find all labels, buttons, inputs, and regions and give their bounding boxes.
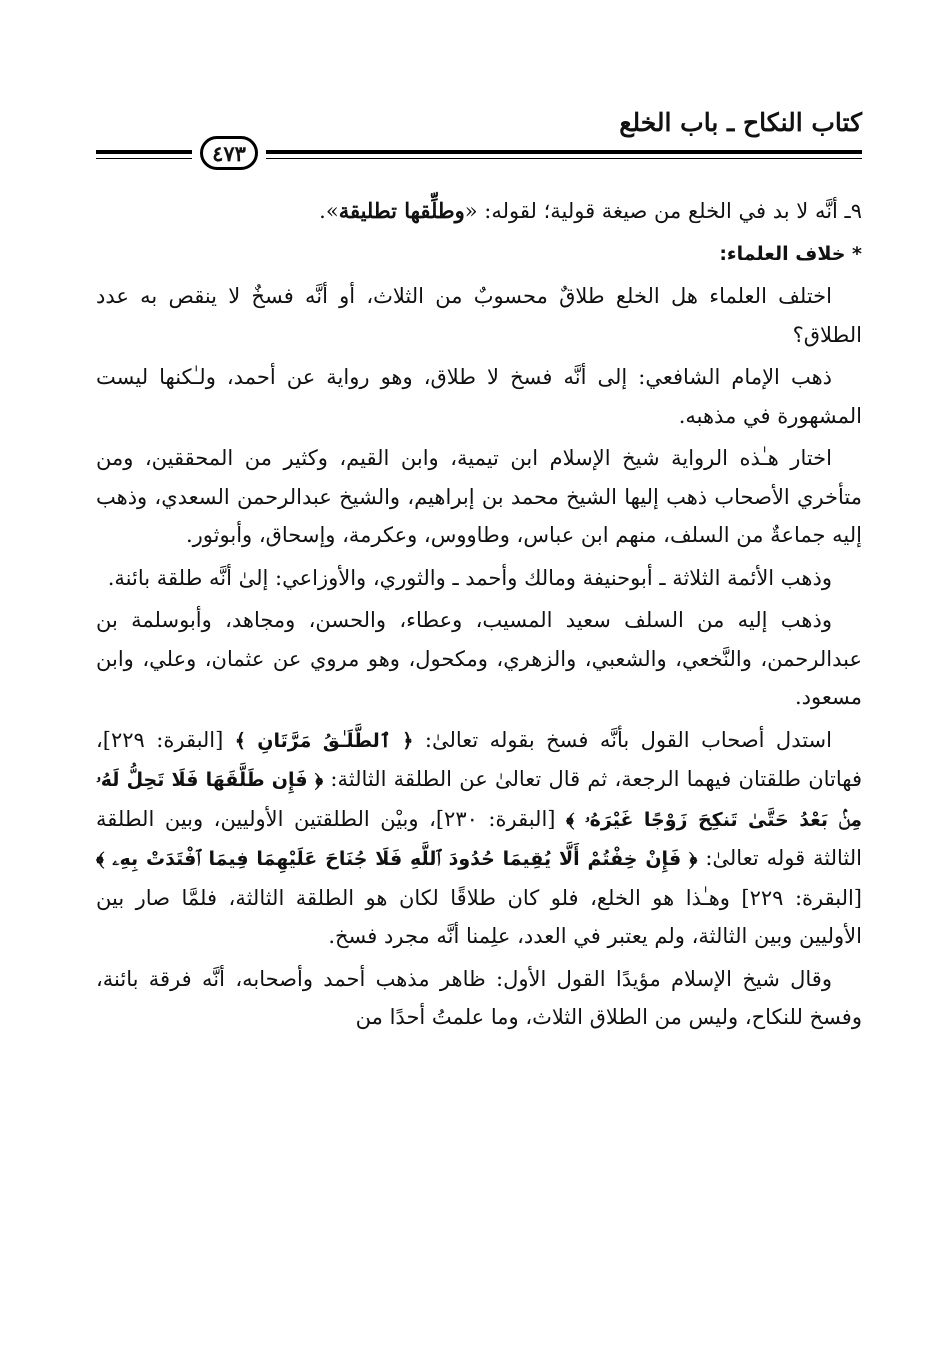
paragraph-intro: اختلف العلماء هل الخلع طلاقٌ محسوبٌ من الثلاث، أو أنَّه فسخٌ لا ينقص به عدد الطلاق؟ [96,284,862,347]
point-9-text: ٩ـ أنَّه لا بد في الخلع من صيغة قولية؛ لقوله: « [464,199,862,223]
evidence-text-3: [البقرة: ٢٣٠]، وبيْن الطلقتين الأوليين، وبين الطلقة الثالثة قوله تعالىٰ: [96,806,862,870]
paragraph-shafii: ذهب الإمام الشافعي: إلى أنَّه فسخ لا طلاق، وهو رواية عن أحمد، ولـٰكنها ليست المشهورة في مذهبه. [96,365,862,428]
paragraph-salaf: وذهب إليه من السلف سعيد المسيب، وعطاء، والحسن، ومجاهد، وأبوسلمة بن عبدالرحمن، والنَّخعي، والشعبي، والزهري، ومكحول، وهو مروي عن عثمان، وعلي، وابن مسعود. [96,608,862,709]
header-rule-right [266,150,862,154]
hadith-quote: وطلِّقها تطليقة [338,198,465,223]
quran-verse-2: ﴿ فَإِن طَلَّقَهَا فَلَا تَحِلُّ لَهُۥ مِنۢ بَعْدُ حَتَّىٰ تَنكِحَ زَوْجًا غَيْرَهُۥ ﴾ [96,769,862,831]
header-rule-right-thin [266,158,862,159]
quran-verse-3: ﴿ فَإِنْ خِفْتُمْ أَلَّا يُقِيمَا حُدُودَ ٱللَّهِ فَلَا جُنَاحَ عَلَيْهِمَا فِيمَا ٱفْتَدَتْ بِهِۦ ﴾ [96,848,698,870]
paragraph-point-9 [96,192,862,231]
quran-verse-1: ﴿ ٱلطَّلَـٰقُ مَرَّتَانِ ﴾ [234,729,414,752]
paragraph-ibn-taymiyyah: وقال شيخ الإسلام مؤيدًا القول الأول: ظاهر مذهب أحمد وأصحابه، أنَّه فرقة بائنة، وفسخ للنكاح، وليس من الطلاق الثلاث، وما علمتُ أحدًا من [96,966,862,1029]
evidence-text-2: [البقرة: ٢٢٩]، فهاتان طلقتان فيهما الرجعة، ثم قال تعالىٰ عن الطلقة الثالثة: [96,727,862,791]
paragraph-three-imams: وذهب الأئمة الثلاثة ـ أبوحنيفة ومالك وأحمد ـ والثوري، والأوزاعي: إلىٰ أنَّه طلقة بائنة. [107,565,832,590]
section-heading: * خلاف العلماء: [719,242,862,265]
paragraph-chosen-view: اختار هـٰذه الرواية شيخ الإسلام ابن تيمية، وابن القيم، وكثير من المحققين، ومن متأخري الأصحاب ذهب إليها الشيخ محمد بن إبراهيم، والشيخ عبدالرحمن السعدي، وذهب إليه جماعةٌ من السلف، منهم ابن عباس، وطاووس، وعكرمة، وإسحاق، وأبوثور. [96,446,862,547]
body-text [96,192,862,1037]
page-header [96,106,862,170]
running-title: كتاب النكاح ـ باب الخلع [619,108,862,137]
header-rule-left-thin [96,158,192,159]
evidence-text-1: استدل أصحاب القول بأنَّه فسخ بقوله تعالىٰ: [413,727,832,752]
point-9-end: ». [319,199,339,223]
evidence-text-4: [البقرة: ٢٢٩] وهـٰذا هو الخلع، فلو كان طلاقًا لكان هو الطلقة الثالثة، فلمَّا صار بين الأوليين وبين الثالثة، ولم يعتبر في العدد، علِمنا أنَّه مجرد فسخ. [96,885,862,948]
page-number: ٤٧٣ [200,136,258,170]
header-rule-left [96,150,192,154]
paragraph-evidence [96,721,862,956]
